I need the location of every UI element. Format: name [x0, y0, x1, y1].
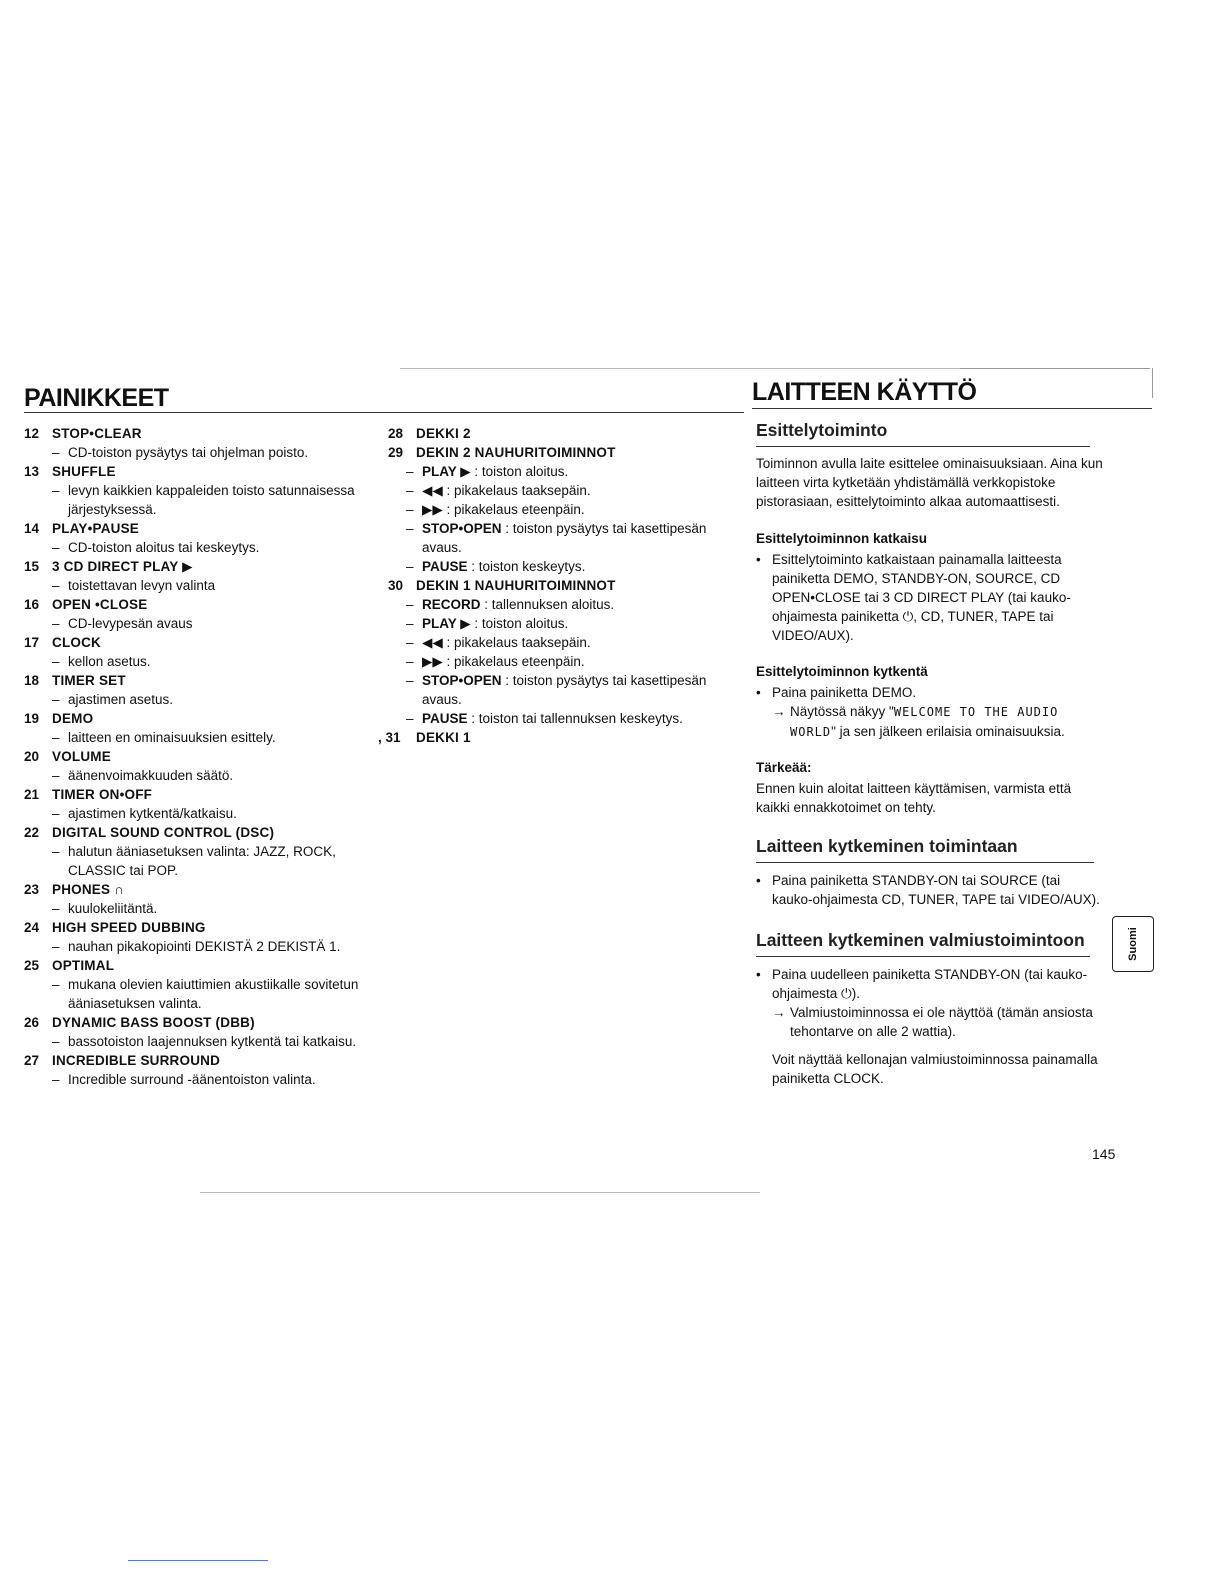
demo-stop-text: • Esittelytoiminto katkaistaan painamalla laitteesta painiketta DEMO, STANDBY-ON, SOURCE, CD OPEN•CLOSE tai 3 CD DIRECT PLAY (tai kauko- ohjaimesta painiketta ⏻, CD, TUNER, TAPE tai VIDEO/AUX). [756, 552, 1071, 643]
entry-26: 26 DYNAMIC BASS BOOST (DBB) [24, 1015, 255, 1030]
deck-function: – PLAY ▶ : toiston aloitus. [406, 616, 569, 631]
deck-function: – STOP•OPEN : toiston pysäytys tai kasettipesän [406, 521, 707, 536]
entry-description: – levyn kaikkien kappaleiden toisto satunnaisessa [52, 483, 355, 498]
entry-21: 21 TIMER ON•OFF [24, 787, 153, 802]
entry-description: – laitteen en ominaisuuksien esittely. [52, 730, 276, 745]
deck-function: – STOP•OPEN : toiston pysäytys tai kasettipesän [406, 673, 707, 688]
entry-17: 17 CLOCK [24, 635, 101, 650]
heading-important: Tärkeää: [756, 760, 812, 775]
heading-demo-start: Esittelytoiminnon kytkentä [756, 664, 928, 679]
entry-description: – toistettavan levyn valinta [52, 578, 216, 593]
entry-18: 18 TIMER SET [24, 673, 126, 688]
entry-description: – CD-toiston pysäytys tai ohjelman poisto. [52, 445, 309, 460]
section-rule [756, 446, 1090, 447]
heading-power-on: Laitteen kytkeminen toimintaan [756, 836, 1018, 856]
entry-description: – nauhan pikakopiointi DEKISTÄ 2 DEKISTÄ 1. [52, 939, 341, 954]
deck-function: – RECORD : tallennuksen aloitus. [406, 597, 615, 612]
entry-description: – halutun ääniasetuksen valinta: JAZZ, ROCK, [52, 844, 336, 859]
deck-function: – ◀◀ : pikakelaus taaksepäin. [406, 635, 591, 650]
page-title-laitteen-kaytto: LAITTEEN KÄYTTÖ [752, 378, 977, 406]
demo-start-text: • Paina painiketta DEMO. → Näytössä näkyy "WELCOME TO THE AUDIO WORLD" ja sen jälkeen erilaisia ominaisuuksia. [756, 685, 1065, 739]
deck2-functions [388, 462, 733, 576]
entry-19: 19 DEMO [24, 711, 94, 726]
deck-function: – ◀◀ : pikakelaus taaksepäin. [406, 483, 591, 498]
deck1-functions [388, 595, 733, 728]
important-text: Ennen kuin aloitat laitteen käyttämisen, varmista että kaikki ennakkotoimet on tehty. [756, 781, 1072, 815]
entry-16: 16 OPEN •CLOSE [24, 597, 148, 612]
demo-text: Toiminnon avulla laite esittelee ominaisuuksiaan. Aina kun laitteen virta kytketään yhdistämällä verkkopistoke pistorasiaan, esittelytoiminto alkaa automaattisesti. [756, 456, 1103, 509]
clock-text: Voit näyttää kellonajan valmiustoiminnossa painamalla painiketta CLOCK. [772, 1052, 1098, 1086]
section-rule [756, 862, 1094, 863]
entry-description: järjestyksessä. [68, 502, 157, 517]
entry-description: – kuulokeliitäntä. [52, 901, 158, 916]
scan-artifact [1152, 368, 1153, 398]
entry-15: 15 3 CD DIRECT PLAY ▶ [24, 559, 193, 574]
heading-esittelytoiminto: Esittelytoiminto [756, 420, 888, 440]
heading-demo-stop: Esittelytoiminnon katkaisu [756, 531, 928, 546]
entry-description: – bassotoiston laajennuksen kytkentä tai katkaisu. [52, 1034, 357, 1049]
deck-list [378, 424, 733, 747]
scan-artifact [400, 368, 960, 369]
power-on-text: • Paina painiketta STANDBY-ON tai SOURCE (tai kauko-ohjaimesta CD, TUNER, TAPE tai VIDEO/AUX). [756, 873, 1100, 907]
page-title-painikkeet: PAINIKKEET [24, 384, 169, 412]
entry-30: 30 DEKIN 1 NAUHURITOIMINNOT [388, 578, 616, 593]
entry-description: ääniasetuksen valinta. [68, 996, 202, 1011]
entry-24: 24 HIGH SPEED DUBBING [24, 920, 206, 935]
header-rule [24, 412, 744, 413]
scan-artifact [960, 368, 1150, 369]
entry-28: 28 DEKKI 2 [388, 426, 471, 441]
entry-22: 22 DIGITAL SOUND CONTROL (DSC) [24, 825, 275, 840]
entry-description: CLASSIC tai POP. [68, 863, 179, 878]
deck-function: – PAUSE : toiston keskeytys. [406, 559, 586, 574]
entry-25: 25 OPTIMAL [24, 958, 115, 973]
button-list [24, 424, 384, 1089]
entry-description: – ajastimen kytkentä/katkaisu. [52, 806, 237, 821]
deck-function: – PAUSE : toiston tai tallennuksen keskeytys. [406, 711, 683, 726]
deck-function: – PLAY ▶ : toiston aloitus. [406, 464, 569, 479]
entry-description: – CD-levypesän avaus [52, 616, 193, 631]
entry-description: – Incredible surround -äänentoiston valinta. [52, 1072, 316, 1087]
entry-description: – ajastimen asetus. [52, 692, 174, 707]
section-rule [756, 956, 1090, 957]
scan-artifact [200, 1192, 760, 1193]
heading-standby: Laitteen kytkeminen valmiustoimintoon [756, 930, 1085, 950]
entry-27: 27 INCREDIBLE SURROUND [24, 1053, 221, 1068]
entry-description: – kellon asetus. [52, 654, 151, 669]
entry-description: – äänenvoimakkuuden säätö. [52, 768, 234, 783]
page-number: 145 [1092, 1146, 1116, 1162]
entry-description: – CD-toiston aloitus tai keskeytys. [52, 540, 260, 555]
entry-12: 12 STOP•CLEAR [24, 426, 142, 441]
display-readout: WELCOME TO THE AUDIO [893, 705, 1059, 719]
entry-14: 14 PLAY•PAUSE [24, 521, 140, 536]
deck-function: – ▶▶ : pikakelaus eteenpäin. [406, 502, 585, 517]
language-tab: Suomi [1112, 916, 1154, 972]
entry-31: , 31 DEKKI 1 [378, 730, 471, 745]
entry-13: 13 SHUFFLE [24, 464, 116, 479]
deck-function: avaus. [422, 540, 462, 555]
deck-function: avaus. [422, 692, 462, 707]
deck-function: – ▶▶ : pikakelaus eteenpäin. [406, 654, 585, 669]
standby-text: • Paina uudelleen painiketta STANDBY-ON (tai kauko- ohjaimesta ⏻). → Valmiustoiminnossa ei ole näyttöä (tämän ansiosta tehontarve on alle 2 wattia). [756, 967, 1093, 1039]
entry-description: – mukana olevien kaiuttimien akustiikalle sovitetun [52, 977, 359, 992]
scan-artifact [128, 1560, 268, 1561]
header-rule [752, 408, 1152, 409]
entry-29: 29 DEKIN 2 NAUHURITOIMINNOT [388, 445, 616, 460]
entry-23: 23 PHONES ∩ [24, 882, 125, 897]
entry-20: 20 VOLUME [24, 749, 111, 764]
